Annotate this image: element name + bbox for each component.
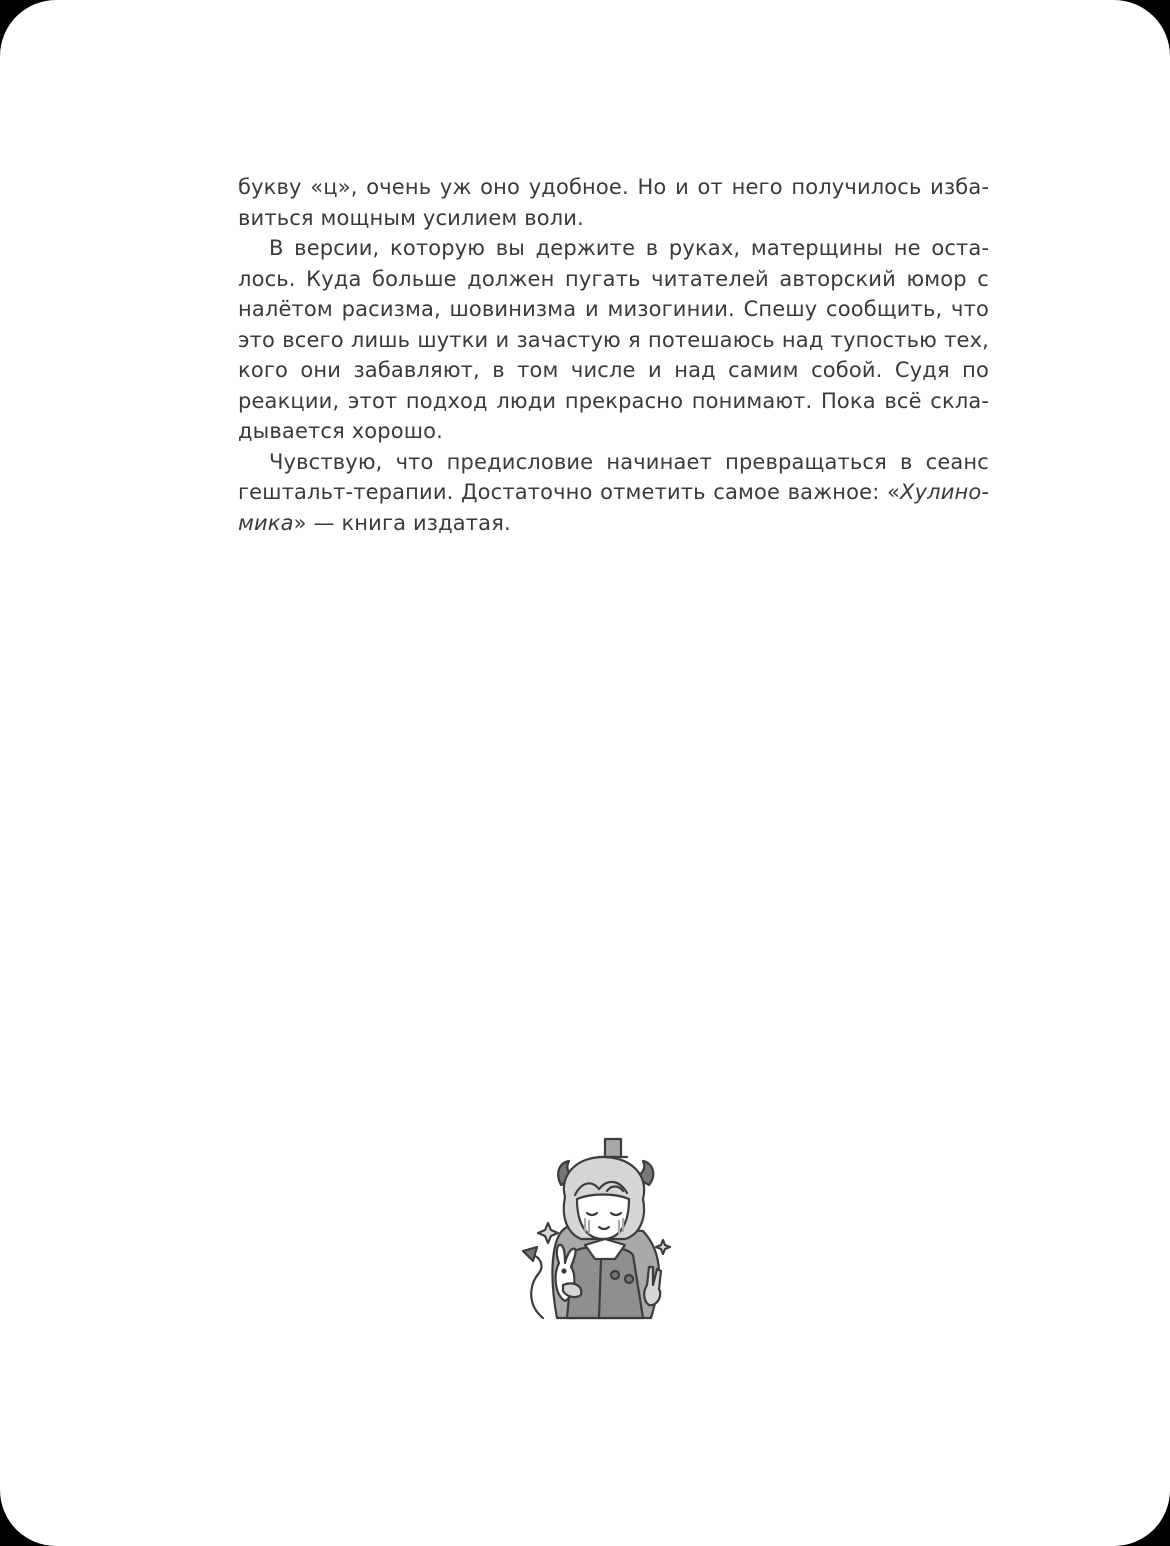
body-text (238, 172, 989, 538)
paragraph-preface-lead: Чувствую, что предисловие начинает превращаться в сеанс гештальт-терапии. Достаточно отметить самое важное: « (238, 449, 989, 504)
sparkle-icon (538, 1223, 558, 1243)
sparkle-icon (656, 1240, 670, 1254)
devil-boy-with-bunny-illustration (515, 1135, 675, 1320)
tail-icon (531, 1255, 543, 1318)
paragraph-preface-tail: » — книга издатая. (293, 510, 511, 535)
paragraph-version: В версии, которую вы держите в руках, матерщины не осталось. Куда больше должен пугать читателей авторский юмор с налётом расизма, шовинизма и мизогинии. Спешу сообщить, что это всего лишь шутки и зачастую я потешаюсь над тупостью тех, кого они забавляют, в том числе и над самим собой. Судя по реакции, этот подход люди прекрасно понимают. Пока всё складывается хорошо. (238, 236, 989, 443)
paragraph-continuation: букву «ц», очень уж оно удобное. Но и от него получилось избавиться мощным усилием воли. (238, 175, 989, 230)
top-hat-icon (605, 1139, 621, 1157)
paragraph-preface (238, 447, 989, 539)
book-title: Хулиномика (238, 480, 989, 535)
